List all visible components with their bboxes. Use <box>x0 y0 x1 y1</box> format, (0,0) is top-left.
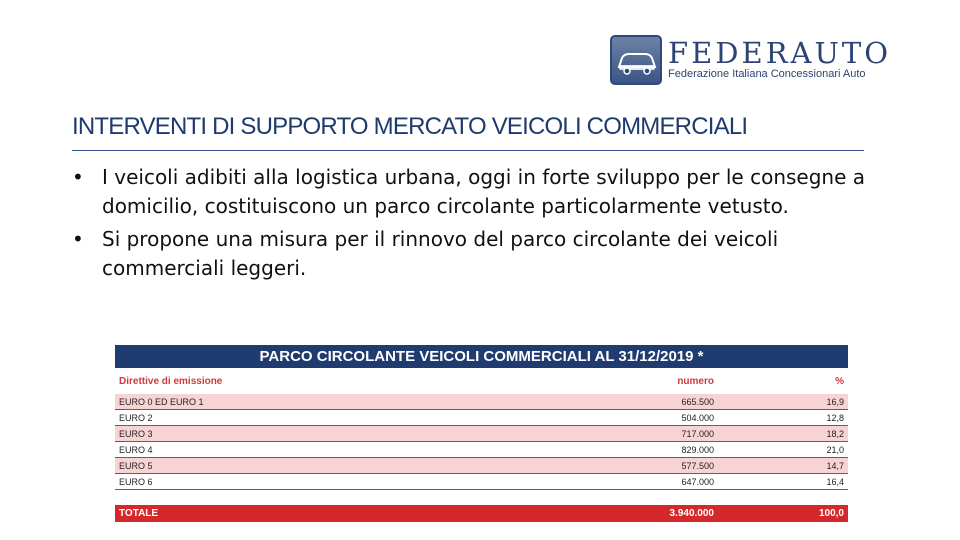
header-emission: Direttive di emissione <box>119 375 223 387</box>
cell-number: 665.500 <box>681 396 714 407</box>
cell-number: 829.000 <box>681 444 714 455</box>
fleet-table <box>115 345 848 522</box>
federauto-logo <box>610 35 892 87</box>
header-number: numero <box>677 375 714 387</box>
table-row <box>115 394 848 410</box>
total-number: 3.940.000 <box>669 508 714 519</box>
cell-emission: EURO 3 <box>119 428 153 439</box>
cell-percent: 12,8 <box>826 412 844 423</box>
table-row <box>115 474 848 490</box>
logo-name: FEDERAUTO <box>668 36 892 70</box>
cell-percent: 14,7 <box>826 460 844 471</box>
cell-emission: EURO 4 <box>119 444 153 455</box>
slide-title: INTERVENTI DI SUPPORTO MERCATO VEICOLI COMMERCIALI <box>72 113 748 140</box>
bullet-text: Si propone una misura per il rinnovo del parco circolante dei veicoli commerciali leggeri. <box>102 227 779 280</box>
cell-number: 717.000 <box>681 428 714 439</box>
table-row <box>115 426 848 442</box>
bullet-marker: • <box>72 165 84 189</box>
bullet-text: I veicoli adibiti alla logistica urbana, oggi in forte sviluppo per le consegne a domicilio, costituiscono un parco circolante particolarmente vetusto. <box>102 165 866 218</box>
table-total-row <box>115 505 848 522</box>
table-row <box>115 410 848 426</box>
cell-percent: 18,2 <box>826 428 844 439</box>
car-icon <box>610 35 662 85</box>
cell-percent: 16,9 <box>826 396 844 407</box>
table-row <box>115 442 848 458</box>
table-title: PARCO CIRCOLANTE VEICOLI COMMERCIALI AL 31/12/2019 * <box>115 345 848 368</box>
table-header <box>115 368 848 394</box>
cell-emission: EURO 6 <box>119 476 153 487</box>
cell-emission: EURO 2 <box>119 412 153 423</box>
cell-number: 504.000 <box>681 412 714 423</box>
bullet-list <box>72 163 892 287</box>
total-percent: 100,0 <box>818 508 844 519</box>
table-row <box>115 458 848 474</box>
bullet-marker: • <box>72 227 84 251</box>
total-label: TOTALE <box>119 508 159 519</box>
title-divider <box>72 150 864 151</box>
bullet-item <box>72 163 892 221</box>
cell-number: 577.500 <box>681 460 714 471</box>
cell-percent: 16,4 <box>826 476 844 487</box>
cell-emission: EURO 0 ED EURO 1 <box>119 396 204 407</box>
header-percent: % <box>835 375 844 387</box>
logo-subtitle: Federazione Italiana Concessionari Auto <box>668 68 866 80</box>
bullet-item <box>72 225 892 283</box>
cell-percent: 21,0 <box>826 444 844 455</box>
cell-emission: EURO 5 <box>119 460 153 471</box>
cell-number: 647.000 <box>681 476 714 487</box>
